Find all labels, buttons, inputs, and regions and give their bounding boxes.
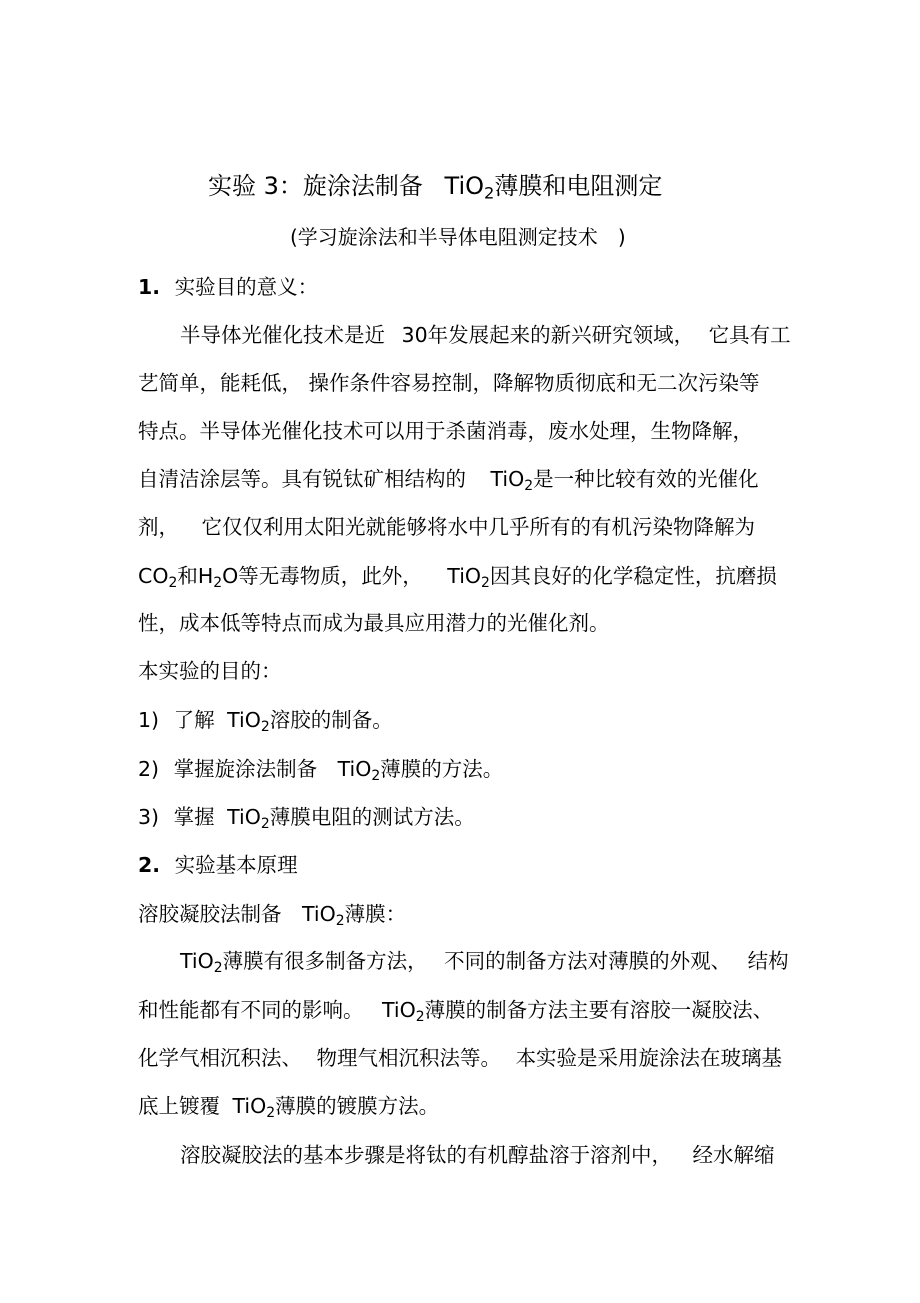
paragraph-line: TiO$_2$薄膜有很多制备方法， 不同的制备方法对薄膜的外观、 结构: [180, 949, 789, 976]
section-heading-1: 1. 实验目的意义：: [138, 275, 319, 299]
list-item: 3) 掌握 TiO$_2$薄膜电阻的测试方法。: [138, 805, 475, 832]
paragraph-line: 半导体光催化技术是近 30年发展起来的新兴研究领域， 它具有工: [180, 323, 791, 347]
paragraph-line: 化学气相沉积法、 物理气相沉积法等。 本实验是采用旋涂法在玻璃基: [138, 1046, 783, 1070]
page-subtitle: (学习旋涂法和半导体电阻测定技术 ): [290, 225, 626, 249]
paragraph-line: $CO_2$和$H_2O$等无毒物质，此外， TiO$_2$因其良好的化学稳定性，抗磨损: [138, 564, 777, 591]
paragraph-line: 溶胶凝胶法的基本步骤是将钛的有机醇盐溶于溶剂中， 经水解缩: [180, 1143, 775, 1167]
paragraph-line: 底上镀覆 TiO$_2$薄膜的镀膜方法。: [138, 1094, 440, 1121]
list-item: 2) 掌握旋涂法制备 TiO$_2$薄膜的方法。: [138, 757, 504, 784]
aims-title: 本实验的目的：: [138, 659, 282, 683]
page-title: 实验 3：旋涂法制备 TiO$_2$薄膜和电阻测定: [208, 172, 663, 203]
list-item: 1) 了解 TiO$_2$溶胶的制备。: [138, 708, 393, 735]
paragraph-line: 剂， 它仅仅利用太阳光就能够将水中几乎所有的有机污染物降解为: [138, 515, 756, 539]
paragraph-line: 艺简单，能耗低， 操作条件容易控制，降解物质彻底和无二次污染等: [138, 371, 760, 395]
method-title: 溶胶凝胶法制备 TiO$_2$薄膜：: [138, 902, 407, 929]
paragraph-line: 特点。半导体光催化技术可以用于杀菌消毒，废水处理，生物降解，: [138, 419, 753, 443]
section-heading-2: 2. 实验基本原理: [138, 853, 298, 877]
paragraph-line: 性，成本低等特点而成为最具应用潜力的光催化剂。: [138, 611, 610, 635]
paragraph-line: 自清洁涂层等。具有锐钛矿相结构的 TiO$_2$是一种比较有效的光催化: [138, 467, 759, 494]
paragraph-line: 和性能都有不同的影响。 TiO$_2$薄膜的制备方法主要有溶胶一凝胶法、: [138, 998, 774, 1025]
